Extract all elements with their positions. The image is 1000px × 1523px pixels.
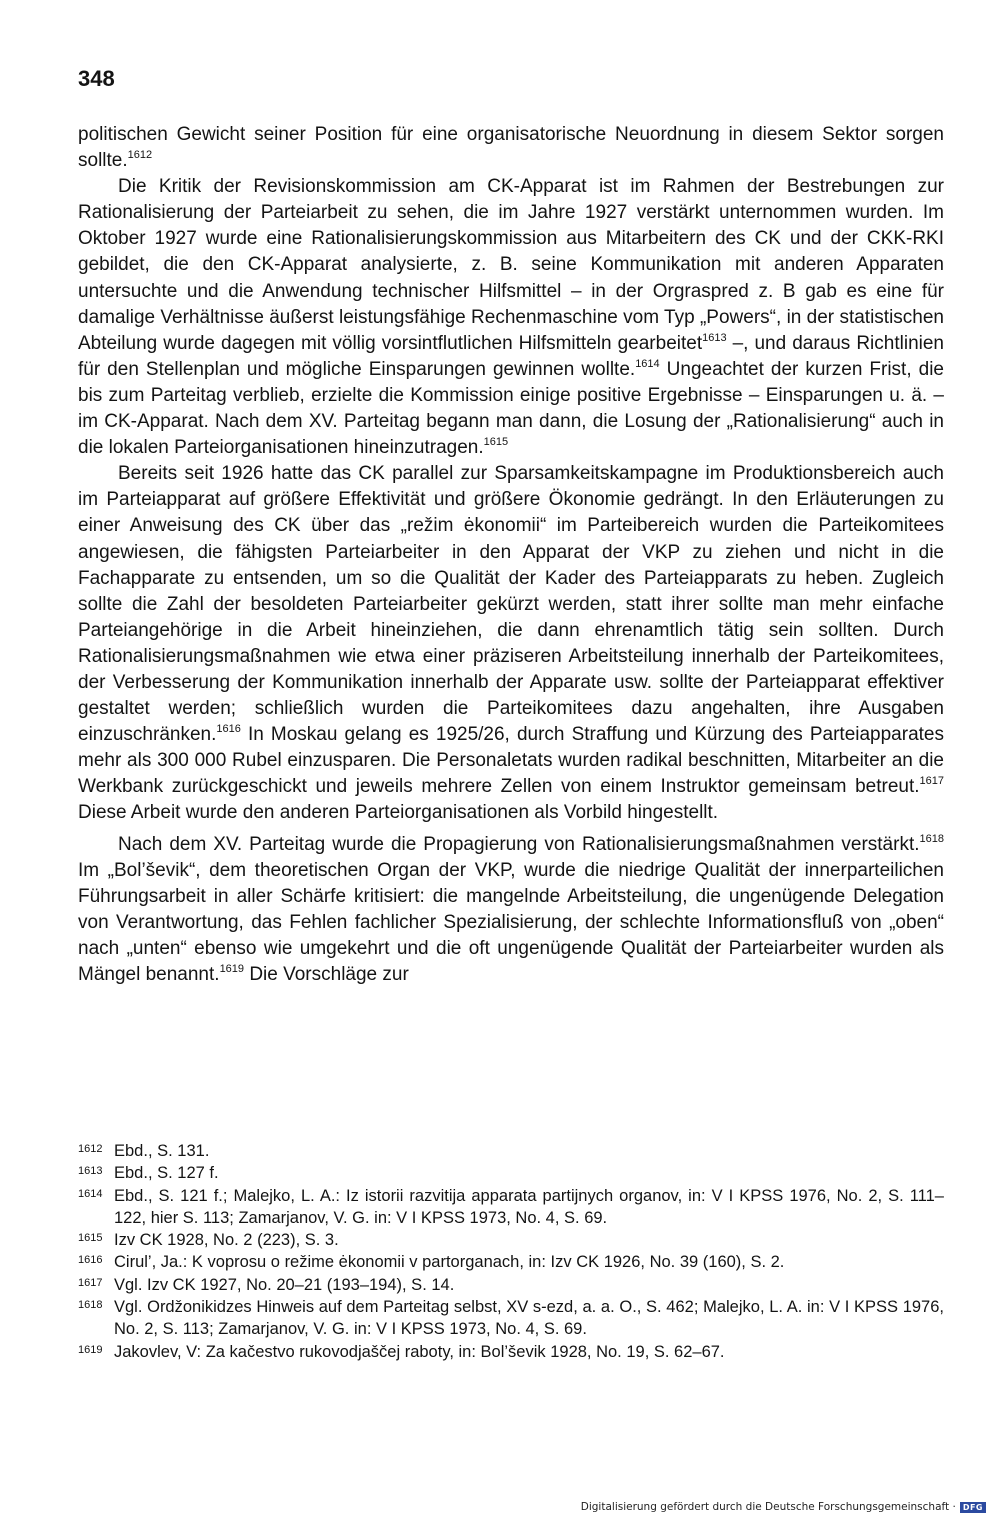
footnote-text: Ebd., S. 131. bbox=[114, 1142, 210, 1160]
footnote-ref-1615[interactable]: 1615 bbox=[483, 436, 509, 449]
footnote-1616 bbox=[78, 1251, 944, 1273]
text-segment: –, und daraus Richtlinien für den Stellenplan und mögliche Einsparungen gewinnen wollte. bbox=[78, 332, 944, 380]
footnote-text: Izv CK 1928, No. 2 (223), S. 3. bbox=[114, 1231, 339, 1250]
text-segment: Die Vorschläge zur bbox=[244, 964, 409, 985]
text-segment: Bereits seit 1926 hatte das CK parallel zur Sparsamkeitskampagne im Produktionsbereich auch im Parteiapparat auf größere Effektivität und größere Ökonomie gedrängt. In den Erläuterungen zu einer Anweisung des CK über das „režim ėkonomii“ im Parteibereich wurden die Parteikomitees angewiesen, die fähigsten Parteiarbeiter in den Apparat der VKP zu ziehen und nicht in die Fachapparate zu entsenden, um so die Qualität der Kader des Parteiapparats zu heben. Zugleich sollte die Zahl der besoldeten Parteiarbeiter gekürzt werden, statt ihrer sollte man mehr einfache Parteiangehörige in die Arbeit hineinziehen, die dann ehrenamtlich tätig sein sollten. Durch Rationalisierungsmaßnahmen wie etwa einer präziseren Arbeitsteilung innerhalb der Parteikomitees, der Verbesserung der Kommunikation innerhalb der Apparate usw. sollte der Parteiapparat effektiver gestaltet werden; schließlich wurden die Parteikomitees dazu angehalten, ihre Ausgaben einzuschränken. bbox=[78, 463, 944, 746]
digitization-note: Digitalisierung gefördert durch die Deutsche Forschungsgemeinschaft · bbox=[580, 1501, 956, 1513]
footnote-ref-1618[interactable]: 1618 bbox=[919, 832, 944, 845]
text-segment: Nach dem XV. Parteitag wurde die Propagierung von Rationalisierungsmaßnahmen verstärkt. bbox=[118, 833, 920, 855]
text-segment: Im „Bol’ševik“, dem theoretischen Organ der VKP, wurde die niedrige Qualität der innerparteilichen Führungsarbeit in aller Schärfe kritisiert: die mangelnde Arbeitsteilung, die ungenügende Delegation von Verantwortung, das Fehlen fachlicher Spezialisierung, der schlechte Informationsfluß von „oben“ nach „unten“ ebenso wie umgekehrt und die oft ungenügende Qualität der Parteiarbeiter wurden als Mängel benannt. bbox=[78, 859, 944, 985]
text-segment: Ungeachtet der kurzen Frist, die bis zum Parteitag verblieb, erzielte die Kommission einige positive Ergebnisse – Einsparungen u. ä. – im CK-Apparat. Nach dem XV. Parteitag begann man dann, die Losung der „Rationalisierung“ auch in die lokalen Parteiorganisationen hineinzutragen. bbox=[78, 358, 944, 459]
text-segment: Diese Arbeit wurde den anderen Parteiorganisationen als Vorbild hingestellt. bbox=[78, 802, 719, 824]
footnote-text: Ebd., S. 121 f.; Malejko, L. A.: Iz istorii razvitija apparata partijnych organov, in: V I KPSS 1976, No. 2, S. 111–122, hier S. 113; Zamarjanov, V. G. in: V I KPSS 1973, No. 4, S. 69. bbox=[114, 1186, 944, 1227]
footnote-1612 bbox=[78, 1140, 944, 1162]
text-segment: Die Kritik der Revisionskommission am CK-Apparat ist im Rahmen der Bestrebungen zur Rationalisierung der Parteiarbeit zu sehen, die im Jahre 1927 verstärkt unternommen wurden. Im Oktober 1927 wurde eine Rationalisierungskommission aus Mitarbeitern des CK und der CKK-RKI gebildet, die den CK-Apparat analysierte, z. B. seine Kommunikation mit anderen Apparaten untersuchte und die Anwendung technischer Hilfsmittel – in der Orgraspred z. B gab es eine für damalige Verhältnisse äußerst leistungsfähige Rechenmaschine vom Typ „Powers“, in der statistischen Abteilung wurde dagegen mit völlig vorsintflutlichen Hilfsmitteln gearbeitet bbox=[78, 176, 944, 354]
footnote-1614 bbox=[78, 1185, 944, 1230]
footnote-ref-1619[interactable]: 1619 bbox=[219, 963, 245, 975]
footnote-text: Vgl. Ordžonikidzes Hinweis auf dem Parteitag selbst, XV s-ezd, a. a. O., S. 462; Malejko, L. A. in: V I KPSS 1976, No. 2, S. 113; Zamarjanov, V. G. in: V I KPSS 1973, No. 4, S. 69. bbox=[114, 1298, 944, 1339]
footnote-1618 bbox=[78, 1296, 944, 1341]
footnote-1619 bbox=[78, 1341, 944, 1363]
footnote-text: Jakovlev, V: Za kačestvo rukovodjaščej raboty, in: Bol’ševik 1928, No. 19, S. 62–67. bbox=[114, 1342, 725, 1361]
footnote-number: 1614 bbox=[78, 1187, 103, 1200]
footnote-number: 1612 bbox=[78, 1143, 103, 1155]
footnote-1615 bbox=[78, 1229, 944, 1251]
page-number: 348 bbox=[78, 66, 115, 91]
footnote-ref-1612[interactable]: 1612 bbox=[127, 149, 153, 162]
footnote-text: Cirul’, Ja.: K voprosu o režime ėkonomii v partorganach, in: Izv CK 1926, No. 39 (160), S. 2. bbox=[114, 1253, 785, 1272]
text-segment: In Moskau gelang es 1925/26, durch Straffung und Kürzung des Parteiapparates mehr als 300 000 Rubel einzusparen. Die Personaletats wurden radikal beschnitten, Mitarbeiter an die Werkbank zurückgeschickt und jeweils mehrere Zellen von einem Instruktor gemeinsam betreut. bbox=[78, 724, 944, 798]
footnote-text: Vgl. Izv CK 1927, No. 20–21 (193–194), S. 14. bbox=[114, 1275, 455, 1294]
text-segment: politischen Gewicht seiner Position für eine organisatorische Neuordnung in diesem Sektor sorgen sollte. bbox=[78, 124, 944, 172]
digitization-credit bbox=[581, 1501, 986, 1513]
footnote-number: 1613 bbox=[78, 1165, 103, 1178]
footnote-number: 1618 bbox=[78, 1299, 103, 1312]
footnote-ref-1613[interactable]: 1613 bbox=[702, 331, 727, 344]
footnote-text: Ebd., S. 127 f. bbox=[114, 1164, 219, 1183]
footnote-number: 1619 bbox=[78, 1343, 103, 1356]
footnote-ref-1616[interactable]: 1616 bbox=[216, 723, 241, 736]
footnote-number: 1617 bbox=[78, 1276, 103, 1289]
footnote-1617 bbox=[78, 1274, 944, 1296]
footnote-number: 1616 bbox=[78, 1254, 103, 1267]
footnote-1613 bbox=[78, 1162, 944, 1184]
footnote-number: 1615 bbox=[78, 1232, 103, 1245]
paragraph-2 bbox=[78, 174, 944, 461]
paragraph-4 bbox=[78, 832, 944, 989]
footnote-ref-1617[interactable]: 1617 bbox=[919, 775, 944, 788]
footnote-ref-1614[interactable]: 1614 bbox=[635, 357, 660, 370]
paragraph-1 bbox=[78, 122, 944, 174]
footnotes bbox=[78, 1140, 944, 1363]
body-text bbox=[78, 122, 944, 988]
paragraph-3 bbox=[78, 461, 944, 826]
dfg-logo: DFG bbox=[960, 1502, 986, 1513]
